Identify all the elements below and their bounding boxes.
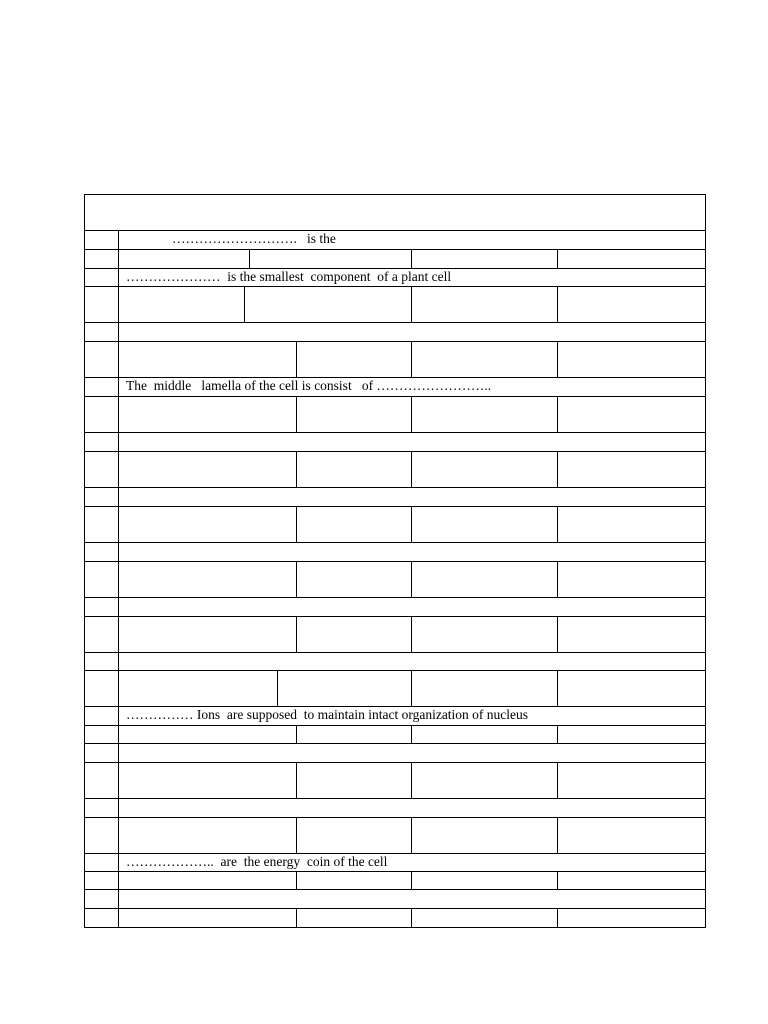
option-cell-d (557, 762, 706, 799)
option-number-cell (84, 249, 119, 269)
option-cell-c (411, 506, 558, 543)
option-cell-c (411, 396, 558, 433)
question-number-cell (84, 487, 119, 507)
option-cell-b (296, 451, 412, 488)
option-cell-b (296, 908, 412, 928)
option-cell-a (118, 451, 297, 488)
question-number-cell (84, 322, 119, 342)
option-cell-d (557, 616, 706, 653)
option-cell-d (557, 286, 706, 323)
option-number-cell (84, 396, 119, 433)
option-cell-a (118, 286, 245, 323)
option-cell-a (118, 249, 250, 269)
question-stem-text: ………………… is the smallest component of a plant cell (126, 269, 452, 284)
question-stem-cell (118, 542, 706, 562)
option-cell-b (277, 670, 412, 707)
option-cell-d (557, 249, 706, 269)
option-number-cell (84, 762, 119, 799)
question-stem-cell (118, 652, 706, 671)
option-cell-c (411, 670, 558, 707)
option-cell-d (557, 670, 706, 707)
option-cell-c (411, 286, 558, 323)
option-cell-d (557, 506, 706, 543)
option-cell-a (118, 561, 297, 598)
option-number-cell (84, 871, 119, 890)
option-cell-a (118, 616, 297, 653)
option-number-cell (84, 725, 119, 744)
question-number-cell (84, 268, 119, 287)
question-stem-text: The middle lamella of the cell is consist of …………………….. (126, 378, 492, 393)
option-cell-b (296, 506, 412, 543)
option-cell-c (411, 817, 558, 854)
question-number-cell (84, 798, 119, 818)
question-stem-cell (118, 597, 706, 617)
question-stem-cell (118, 798, 706, 818)
question-number-cell (84, 706, 119, 726)
option-cell-b (296, 341, 412, 378)
option-cell-d (557, 396, 706, 433)
option-cell-d (557, 341, 706, 378)
option-cell-b (249, 249, 412, 269)
question-stem-cell (118, 889, 706, 909)
question-number-cell (84, 889, 119, 909)
question-stem-cell (118, 487, 706, 507)
header-cell (84, 194, 706, 231)
option-cell-d (557, 871, 706, 890)
option-cell-d (557, 908, 706, 928)
question-stem-cell (118, 322, 706, 342)
option-cell-d (557, 451, 706, 488)
question-number-cell (84, 743, 119, 763)
option-cell-a (118, 341, 297, 378)
option-cell-c (411, 451, 558, 488)
option-cell-b (296, 817, 412, 854)
option-cell-b (296, 725, 412, 744)
question-number-cell (84, 597, 119, 617)
option-cell-b (296, 561, 412, 598)
question-stem-text: ………………………. is the (172, 231, 336, 246)
question-number-cell (84, 542, 119, 562)
option-cell-c (411, 561, 558, 598)
option-number-cell (84, 817, 119, 854)
option-number-cell (84, 286, 119, 323)
question-stem-text: ……………….. are the energy coin of the cell (126, 854, 388, 869)
option-number-cell (84, 561, 119, 598)
option-number-cell (84, 506, 119, 543)
question-number-cell (84, 652, 119, 671)
option-cell-a (118, 670, 278, 707)
option-cell-b (296, 762, 412, 799)
option-cell-c (411, 762, 558, 799)
option-cell-d (557, 561, 706, 598)
option-cell-a (118, 506, 297, 543)
question-stem-cell (118, 432, 706, 452)
option-number-cell (84, 616, 119, 653)
question-number-cell (84, 377, 119, 397)
option-cell-c (411, 249, 558, 269)
option-cell-a (118, 762, 297, 799)
option-cell-b (296, 616, 412, 653)
question-stem-cell (118, 743, 706, 763)
option-cell-a (118, 871, 297, 890)
option-cell-c (411, 908, 558, 928)
option-cell-d (557, 817, 706, 854)
option-cell-b (296, 396, 412, 433)
option-cell-a (118, 817, 297, 854)
option-cell-c (411, 341, 558, 378)
question-number-cell (84, 853, 119, 872)
option-cell-b (296, 871, 412, 890)
question-number-cell (84, 432, 119, 452)
option-cell-c (411, 616, 558, 653)
option-number-cell (84, 341, 119, 378)
option-cell-b (244, 286, 412, 323)
option-cell-c (411, 725, 558, 744)
option-cell-a (118, 396, 297, 433)
option-cell-a (118, 725, 297, 744)
option-number-cell (84, 908, 119, 928)
question-number-cell (84, 230, 119, 250)
option-number-cell (84, 451, 119, 488)
option-number-cell (84, 670, 119, 707)
option-cell-c (411, 871, 558, 890)
option-cell-d (557, 725, 706, 744)
option-cell-a (118, 908, 297, 928)
question-stem-text: …………… Ions are supposed to maintain intact organization of nucleus (126, 707, 529, 722)
